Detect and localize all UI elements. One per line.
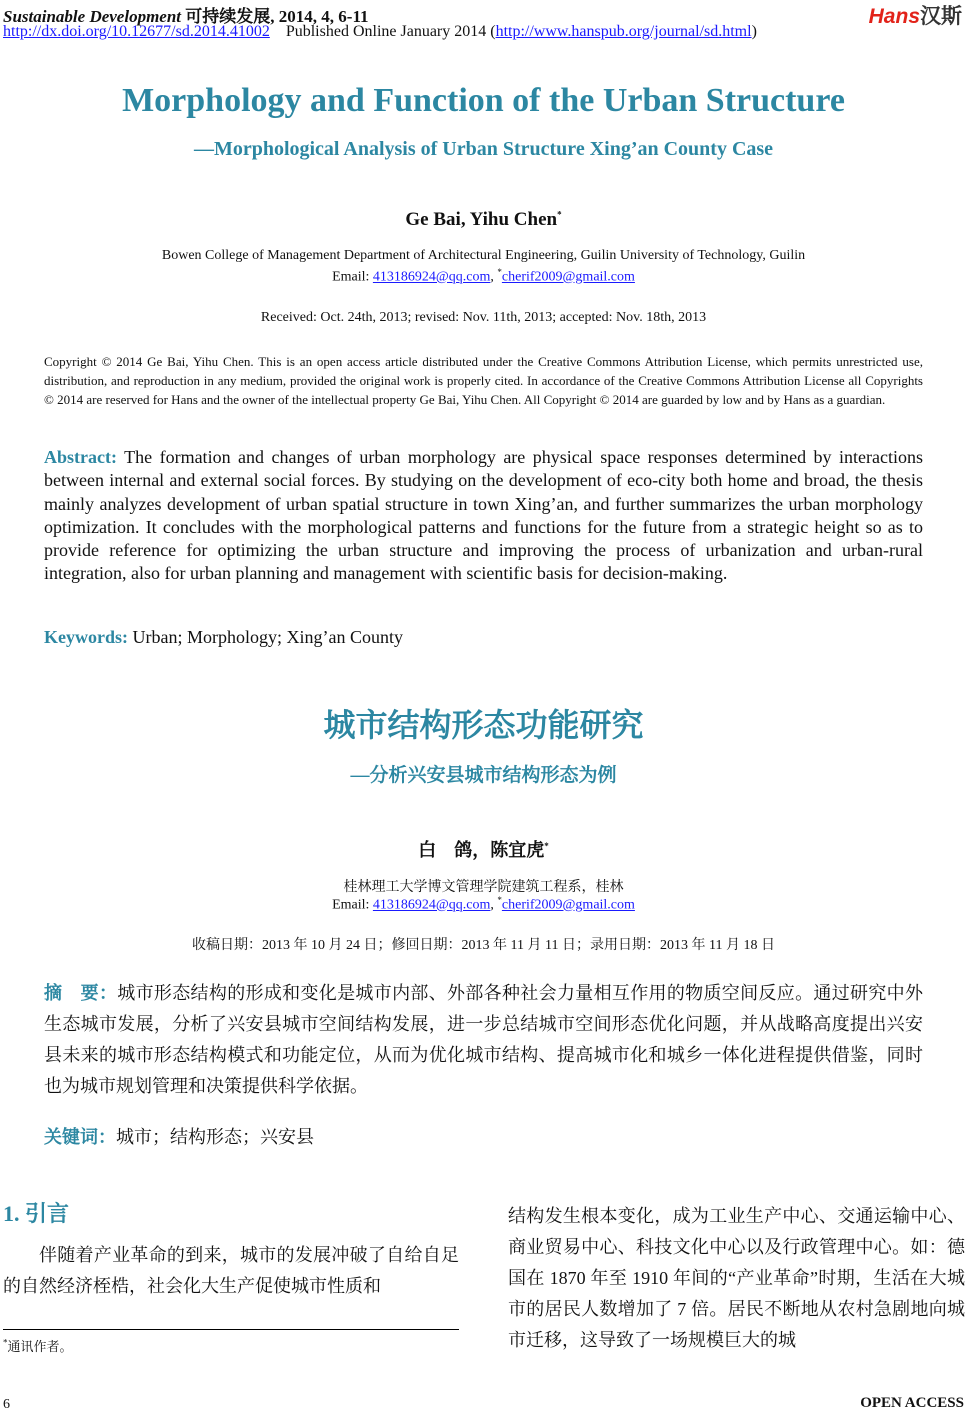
hans-logo xyxy=(869,0,962,30)
footnote-text: 通讯作者。 xyxy=(7,1339,73,1354)
sep: , xyxy=(490,897,498,913)
received-en: Received: Oct. 24th, 2013; revised: Nov. 11th, 2013; accepted: Nov. 18th, 2013 xyxy=(260,310,707,325)
paren: ) xyxy=(751,23,757,40)
logo-en: Hans xyxy=(868,5,920,28)
journal-url-link[interactable]: http://www.hanspub.org/journal/sd.html xyxy=(495,23,752,40)
email-cn xyxy=(0,895,967,914)
authors: 白 鸽，陈宜虎 xyxy=(418,840,545,860)
email-link-2[interactable]: cherif2009@gmail.com xyxy=(501,269,635,285)
email-link-1[interactable]: 413186924@qq.com xyxy=(372,269,491,285)
keywords-label: 关键词： xyxy=(44,1127,116,1147)
abstract-label: 摘 要： xyxy=(44,983,118,1003)
mark: * xyxy=(3,1337,8,1348)
abstract-cn xyxy=(44,978,923,1102)
author-mark: * xyxy=(557,209,562,220)
copyright: Copyright © 2014 Ge Bai, Yihu Chen. This is an open access article distributed under the Creative Commons Attribution License, which permits unrestricted use, distribution, and reproduction in any medium, provided the original work is properly cited. In accordance of the Creative Commons Attribution License all Copyrights © 2014 are reserved for Hans and the owner of the intellectual property Ge Bai, Yihu Chen. All Copyright © 2014 are guarded by low and by Hans as a guardian. xyxy=(44,354,923,407)
mark: * xyxy=(544,841,549,851)
sep: , xyxy=(490,269,498,285)
email-link-1[interactable]: 413186924@qq.com xyxy=(372,897,491,913)
footnote xyxy=(3,1336,73,1355)
keywords-cn xyxy=(44,1123,314,1149)
authors-cn xyxy=(0,836,967,862)
affiliation-en: Bowen College of Management Department of Architectural Engineering, Guilin University of Technology, Guilin xyxy=(161,248,806,263)
footnote-rule xyxy=(3,1329,459,1330)
open-access-label: OPEN ACCESS xyxy=(860,1395,964,1411)
logo-cn: 汉斯 xyxy=(920,5,962,28)
keywords-en xyxy=(44,627,403,648)
mark: * xyxy=(497,895,502,905)
doi-line xyxy=(3,23,757,41)
keywords-text: Urban; Morphology; Xing’an County xyxy=(128,627,403,647)
received-cn: 收稿日期：2013 年 10 月 24 日；修回日期：2013 年 11 月 11 日；录用日期：2013 年 11 月 18 日 xyxy=(192,938,775,953)
abstract-text: 城市形态结构的形成和变化是城市内部、外部各种社会力量相互作用的物质空间反应。通过研究中外生态城市发展，分析了兴安县城市空间结构发展，进一步总结城市空间形态优化问题，并从战略高度提出兴安县未来的城市形态结构模式和功能定位，从而为优化城市结构、提高城市化和城乡一体化进程提供借鉴，同时也为城市规划管理和决策提供科学依据。 xyxy=(44,983,923,1096)
doi-link[interactable]: http://dx.doi.org/10.12677/sd.2014.41002 xyxy=(3,23,270,40)
email-link-2[interactable]: cherif2009@gmail.com xyxy=(501,897,635,913)
intro-paragraph-right: 结构发生根本变化，成为工业生产中心、交通运输中心、商业贸易中心、科技文化中心以及行政管理中心。如：德国在 1870 年至 1910 年间的“产业革命”时期，生活在大城市的居民人数增加了 7 倍。居民不断地从农村急剧地向城市迁移，这导致了一场规模巨大的城 xyxy=(508,1206,965,1350)
title-cn: 城市结构形态功能研究 xyxy=(323,707,644,743)
keywords-label: Keywords: xyxy=(44,627,128,647)
authors: Ge Bai, Yihu Chen xyxy=(405,209,558,230)
affiliation-cn: 桂林理工大学博文管理学院建筑工程系，桂林 xyxy=(343,880,624,895)
subtitle-en: —Morphological Analysis of Urban Structure Xing’an County Case xyxy=(193,138,774,160)
mark: * xyxy=(497,267,502,277)
abstract-en xyxy=(44,446,923,586)
abstract-label: Abstract: xyxy=(44,447,117,467)
abstract-text: The formation and changes of urban morphology are physical space responses determined by interactions between internal and external social forces. By studying on the development of eco-city both home and broad, the thesis mainly analyzes development of urban spatial structure in town Xing’an, and further summarizes the urban morphology optimization. It concludes with the morphological patterns and functions for the future from a strategic height so as to provide reference for optimizing the urban structure and improving the process of urbanization and urban-rural integration, also for urban planning and management with scientific basis for decision-making. xyxy=(44,447,923,584)
page-number: 6 xyxy=(3,1397,10,1412)
email-label: Email: xyxy=(332,269,373,285)
journal-name-cn: 可持续发展 xyxy=(185,7,271,26)
section-heading: 1. 引言 xyxy=(3,1201,70,1226)
intro-paragraph-left: 伴随着产业革命的到来，城市的发展冲破了自给自足的自然经济桎梏，社会化大生产促使城市性质和 xyxy=(3,1245,459,1296)
journal-name: Sustainable Development xyxy=(3,7,182,26)
authors-en xyxy=(0,209,967,231)
subtitle-cn: —分析兴安县城市结构形态为例 xyxy=(350,765,617,786)
published-text: Published Online January 2014 ( xyxy=(285,23,496,40)
keywords-text: 城市；结构形态；兴安县 xyxy=(116,1127,314,1147)
title-en: Morphology and Function of the Urban Structure xyxy=(122,82,845,119)
email-en xyxy=(0,267,967,286)
citation: , 2014, 4, 6-11 xyxy=(270,7,369,26)
email-label: Email: xyxy=(332,897,373,913)
